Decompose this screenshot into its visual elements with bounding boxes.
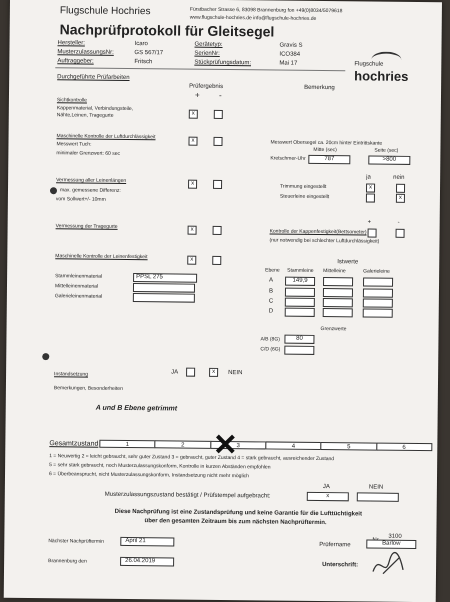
- leinen-minus-checkbox[interactable]: [213, 180, 222, 189]
- ab-label: A/B (8G): [260, 336, 280, 343]
- pruefer-value[interactable]: Barlow: [366, 539, 416, 549]
- company-web: www.flugschule-hochries.de info@flugschule-hochries.de: [189, 14, 317, 22]
- gal-b-value[interactable]: [363, 288, 393, 297]
- material-row-2: Mittelleinenmaterial: [54, 283, 99, 290]
- signature-icon: [369, 550, 409, 580]
- scale-4[interactable]: 4: [265, 441, 321, 450]
- fest-title: Maschinelle Kontrolle der Leinenfestigkeit: [55, 253, 148, 261]
- mitte-value[interactable]: 787: [308, 155, 350, 164]
- scale-1[interactable]: 1: [99, 440, 155, 449]
- company-name: Flugschule Hochries: [59, 5, 151, 18]
- steuer-label: Steuerleine eingestellt: [279, 193, 330, 201]
- gal-label: Galerieleine: [363, 268, 390, 275]
- plus-heading: +: [194, 90, 200, 100]
- grenzwerte-label: Grenzwerte: [320, 326, 347, 333]
- trimm-label: Trimmung eingestellt: [280, 183, 327, 191]
- punch-hole-icon: [42, 353, 49, 360]
- trimm-ja-checkbox[interactable]: x: [366, 183, 375, 192]
- nr-value: 3100: [388, 533, 402, 540]
- scale-3[interactable]: 3: [210, 441, 266, 450]
- leinen-ja-label: ja: [366, 174, 371, 181]
- mittel-d-value[interactable]: [323, 308, 353, 317]
- instand-label: Instandsetzung: [54, 371, 89, 378]
- bemerkung-label: Bemerkungen, Besonderheiten: [53, 385, 123, 392]
- steuer-nein-checkbox[interactable]: x: [396, 194, 405, 203]
- mittel-label: Mittelleine: [323, 268, 346, 275]
- cd-label: C/D (6G): [260, 346, 281, 353]
- hersteller-label: Hersteller:: [57, 40, 85, 47]
- company-address: Fürstbacher Strasse 6, 83098 Brannenburg fon +49(0)8034/5079618: [189, 6, 343, 15]
- gal-d-value[interactable]: [363, 308, 393, 317]
- trage-title: Vermessung der Tragegurte: [55, 223, 118, 230]
- date-value[interactable]: 26.04.2019: [120, 557, 174, 567]
- stamm-a-value[interactable]: 149,9: [285, 277, 315, 286]
- serien-value: ICO384: [279, 51, 301, 58]
- bemerkung-text: A und B Ebene getrimmt: [95, 404, 178, 413]
- kappe-title: Kontrolle der Kappenfestigkeit(Bettsometer): [269, 228, 367, 236]
- mittel-b-value[interactable]: [323, 288, 353, 297]
- kappe-minus-label: -: [397, 219, 400, 226]
- seite-label: Seite (sec): [374, 147, 399, 154]
- geraet-label: Gerätetyp:: [194, 41, 223, 48]
- hersteller-value: Icaro: [134, 41, 148, 48]
- stamm-d-value[interactable]: [285, 308, 315, 317]
- muster-confirm-label: Musterzulassungszustand bestätigt / Prüfstempel aufgebracht:: [104, 491, 271, 500]
- auftrag-value: Fritsch: [134, 59, 153, 66]
- luft-title: Maschinelle Kontrolle der Luftdurchlässigkeit: [56, 133, 156, 141]
- gal-material-value[interactable]: [133, 293, 195, 303]
- disclaimer-2: über den gesamten Zeitraum bis zum nächsten Nachprüftermin.: [144, 518, 327, 527]
- muster-ja-label: JA: [322, 484, 330, 491]
- stamm-material-value[interactable]: PPSL 275: [133, 273, 197, 283]
- fest-plus-checkbox[interactable]: x: [187, 256, 196, 265]
- notes-heading: Bemerkung: [304, 84, 335, 92]
- level-a: A: [269, 277, 274, 284]
- info-divider: [55, 67, 345, 71]
- stueck-label: Stückprüfungsdatum:: [194, 59, 252, 67]
- condition-scale: [99, 440, 431, 451]
- material-row-3: Galerieleinenmaterial: [54, 293, 103, 300]
- stamm-label: Stammleine: [287, 267, 314, 274]
- leinen-line2: vom Sollwert+/- 10mm: [55, 196, 106, 203]
- next-date-value[interactable]: April 21: [120, 537, 174, 547]
- mittel-c-value[interactable]: [323, 298, 353, 307]
- instand-ja-label: JA: [171, 369, 179, 376]
- uhr-label: Kretschmer-Uhr: [270, 155, 306, 162]
- steuer-ja-checkbox[interactable]: [366, 193, 375, 202]
- level-d: D: [268, 308, 274, 315]
- result-heading: Prüfergebnis: [189, 83, 224, 90]
- gesamt-desc-3: 6 = Überbeansprucht, nicht Musterzulassungskonform, Instandsetzung nicht mehr möglich: [48, 471, 250, 480]
- checks-heading: Durchgeführte Prüfarbeiten: [57, 74, 130, 81]
- trimm-nein-checkbox[interactable]: [396, 184, 405, 193]
- sicht-plus-checkbox[interactable]: x: [189, 110, 198, 119]
- gal-c-value[interactable]: [363, 298, 393, 307]
- leinen-nein-label: nein: [393, 174, 405, 181]
- gesamt-desc-1: 1 = Neuwertig 2 = leicht gebraucht, sehr guter Zustand 3 = gebraucht, guter Zustand 4 = stark gebraucht, ausreichender Zustand: [49, 453, 335, 463]
- ebene-label: Ebene: [265, 267, 280, 274]
- inspection-form: [4, 0, 442, 602]
- logo-text: hochries: [354, 68, 409, 84]
- logo-small: Flugschule: [354, 61, 384, 68]
- gal-a-value[interactable]: [363, 277, 393, 286]
- scale-5[interactable]: 5: [321, 442, 377, 451]
- kappe-note: (nur notwendig bei schlechter Luftdurchlässigkeit): [269, 237, 380, 245]
- trage-minus-checkbox[interactable]: [213, 226, 222, 235]
- serien-label: SerienNr:: [194, 50, 220, 57]
- muster-nein-label: NEIN: [368, 484, 384, 491]
- muster-value: GS 567/17: [134, 50, 164, 57]
- punch-hole-icon: [50, 187, 57, 194]
- scale-2[interactable]: 2: [155, 440, 211, 449]
- instand-nein-checkbox[interactable]: x: [209, 368, 218, 377]
- mitte-label: Mitte (sec): [313, 146, 337, 154]
- fest-minus-checkbox[interactable]: [212, 256, 221, 265]
- luft-plus-checkbox[interactable]: x: [188, 137, 197, 146]
- level-c: C: [268, 298, 274, 305]
- signature-label: Unterschrift:: [322, 562, 359, 569]
- leinen-line1: max. gemessene Differenz:: [59, 187, 121, 194]
- next-date-label: Nächster Nachprüftermin: [48, 538, 104, 545]
- geraet-value: Gravis S: [279, 42, 303, 49]
- gesamt-label: Gesamtzustand: [49, 440, 99, 448]
- place-label: Brannenburg den: [48, 558, 87, 565]
- kappe-plus-checkbox[interactable]: [368, 228, 377, 237]
- kappe-minus-checkbox[interactable]: [396, 229, 405, 238]
- ab-value[interactable]: 80: [284, 335, 314, 344]
- cd-value[interactable]: [284, 346, 314, 355]
- instand-ja-checkbox[interactable]: [186, 368, 195, 377]
- leinen-title: Vermessung aller Leinenlängen: [56, 177, 127, 184]
- istwerte-label: Istwerte: [337, 259, 359, 266]
- luft-desc: Messwert Obersegel ca. 20cm hinter Eintrittskante: [270, 139, 383, 147]
- muster-label: MusterzulassungsNr:: [57, 49, 114, 56]
- disclaimer-1: Diese Nachprüfung ist eine Zustandsprüfung und keine Garantie für die Lufttüchtigkeit: [114, 508, 363, 518]
- trage-plus-checkbox[interactable]: x: [188, 226, 197, 235]
- condition-mark-icon: [215, 434, 235, 454]
- luft-minus-checkbox[interactable]: [213, 137, 222, 146]
- muster-nein-box[interactable]: [357, 492, 399, 501]
- muster-ja-box[interactable]: x: [307, 492, 349, 501]
- pruefer-label: Prüfername: [319, 542, 351, 549]
- mittel-material-value[interactable]: [133, 283, 195, 293]
- sicht-minus-checkbox[interactable]: [214, 110, 223, 119]
- sicht-title: Sichtkontrolle: [56, 97, 87, 104]
- stueck-value: Mai 17: [279, 60, 298, 67]
- stamm-b-value[interactable]: [285, 288, 315, 297]
- level-b: B: [268, 288, 273, 295]
- mittel-a-value[interactable]: [323, 277, 353, 286]
- luft-line1: Messwert Tuch:: [56, 141, 92, 148]
- auftrag-label: Auftraggeber:: [57, 58, 94, 65]
- material-row-1: Stammleinenmaterial: [55, 273, 103, 280]
- leinen-plus-checkbox[interactable]: x: [188, 180, 197, 189]
- stamm-c-value[interactable]: [285, 298, 315, 307]
- luft-line2: minimaler Grenzwert: 60 sec: [56, 150, 121, 157]
- gesamt-desc-2: 5 = sehr stark gebraucht, noch Musterzulassungskonform, Kontrolle in kurzen Abständen empfohlen: [49, 462, 271, 471]
- scale-6[interactable]: 6: [376, 443, 432, 452]
- kappe-plus-label: +: [367, 219, 372, 226]
- sicht-line2: Nähte,Leinen, Tragegurte: [56, 112, 114, 119]
- sicht-line1: Kappenmaterial, Verbindungsteile,: [56, 105, 134, 113]
- instand-nein-label: NEIN: [228, 370, 243, 377]
- minus-heading: -: [218, 90, 222, 100]
- form-title: Nachprüfprotokoll für Gleitsegel: [59, 21, 275, 40]
- seite-value[interactable]: >800: [368, 155, 410, 164]
